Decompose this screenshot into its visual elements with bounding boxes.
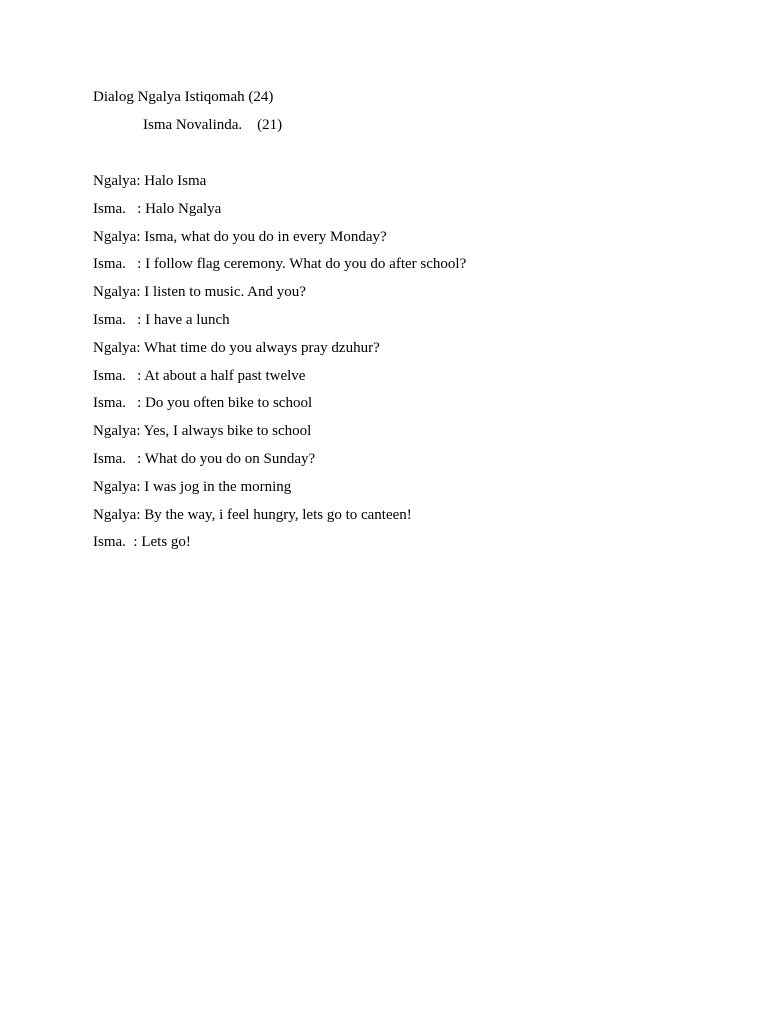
dialog-line: Isma. : I follow flag ceremony. What do you do after school? (93, 256, 467, 273)
dialog-line: Isma. : At about a half past twelve (93, 367, 306, 384)
dialog-line: Ngalya: I was jog in the morning (93, 478, 292, 495)
dialog-line: Ngalya: I listen to music. And you? (93, 284, 306, 301)
dialog-line: Isma. : What do you do on Sunday? (93, 450, 316, 467)
dialog-line: Ngalya: Halo Isma (93, 173, 207, 189)
dialog-line: Ngalya: Isma, what do you do in every Monday? (93, 228, 387, 245)
dialog-line: Isma. : Lets go! (93, 534, 191, 551)
dialog-body (93, 172, 733, 561)
document-title: Dialog Ngalya Istiqomah (24) (93, 89, 274, 105)
dialog-line: Ngalya: By the way, i feel hungry, lets go to canteen! (93, 506, 412, 523)
dialog-line: Isma. : I have a lunch (93, 311, 230, 328)
document-subtitle: Isma Novalinda. (21) (143, 117, 283, 133)
dialog-line: Ngalya: What time do you always pray dzuhur? (93, 339, 380, 356)
dialog-line: Ngalya: Yes, I always bike to school (93, 423, 312, 440)
dialog-line: Isma. : Do you often bike to school (93, 395, 313, 412)
dialog-line: Isma. : Halo Ngalya (93, 200, 222, 217)
